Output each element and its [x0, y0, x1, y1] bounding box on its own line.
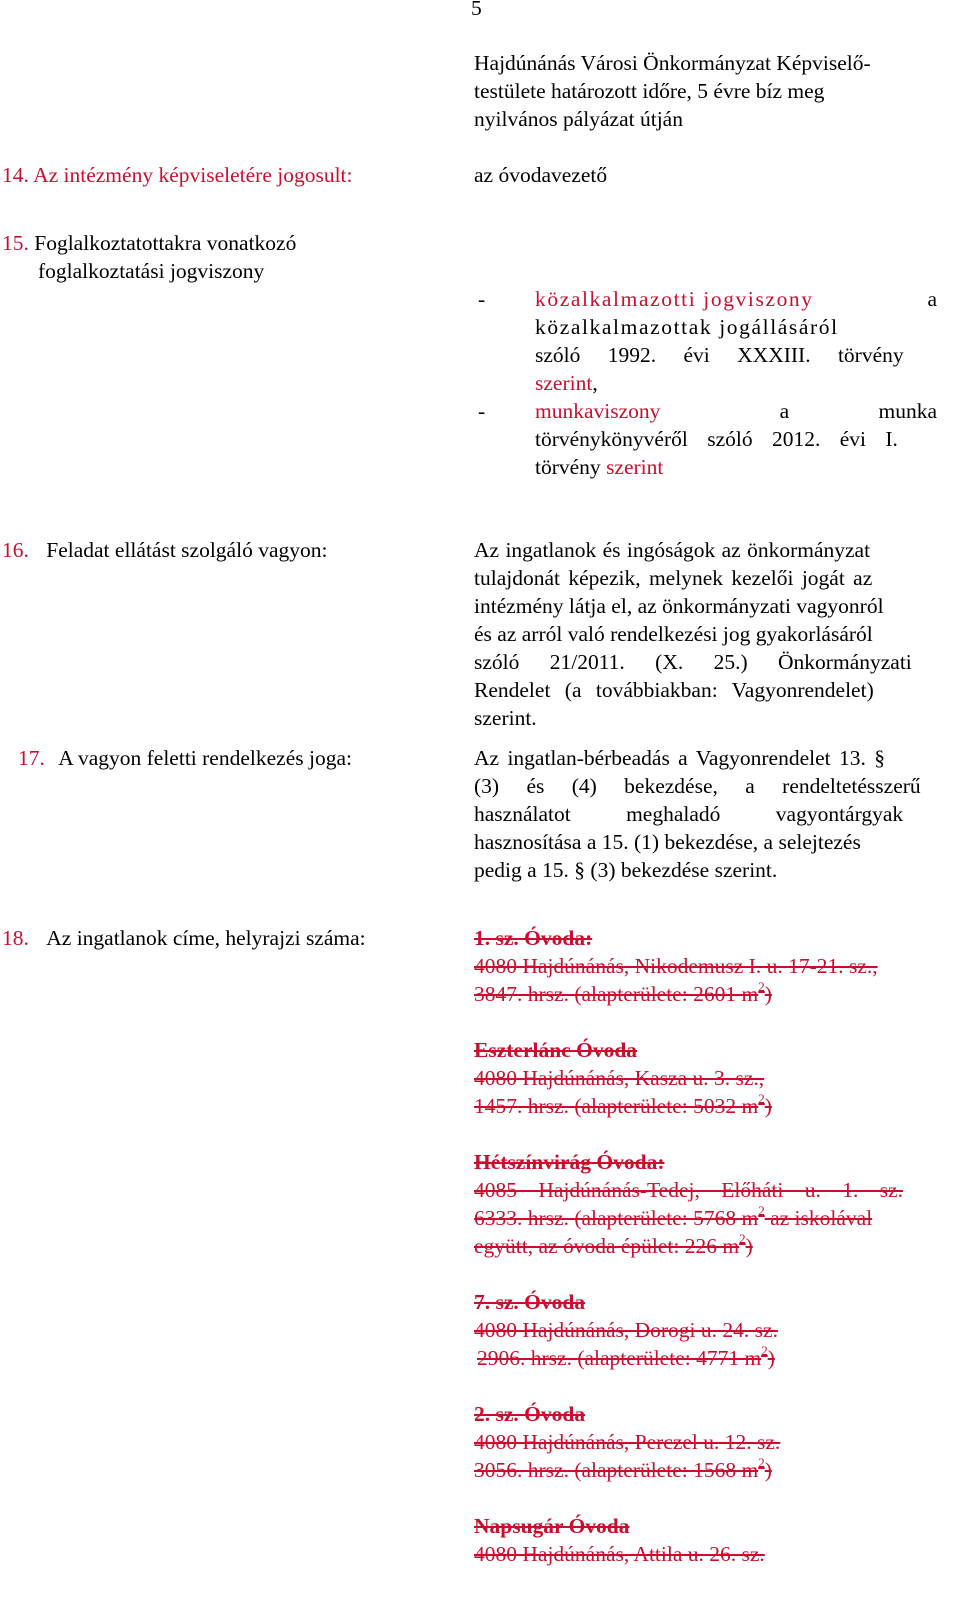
item14-value: az óvodavezető [474, 163, 608, 187]
item17-value-line: pedig a 15. § (3) bekezdése szerint. [474, 858, 778, 882]
bullet-text: törvény [535, 455, 601, 479]
kindergarten-plot: 3847. hrsz. (alapterülete: 2601 $m^2$) [474, 978, 772, 1006]
kindergarten-name: Hétszínvirág Óvoda: [474, 1150, 665, 1174]
item13-value-line: testülete határozott időre, 5 évre bíz meg [474, 79, 825, 103]
item16-value [474, 536, 938, 732]
bullet-text-red: munkaviszony [535, 399, 661, 423]
item15-label-line1: Foglalkoztatottakra vonatkozó [34, 231, 297, 255]
item13-value [474, 49, 938, 133]
item16-value-line: szerint. [474, 706, 537, 730]
item18-label: Az ingatlanok címe, helyrajzi száma: [46, 926, 366, 950]
kindergarten-name: 1. sz. Óvoda: [474, 926, 593, 950]
item16-label: Feladat ellátást szolgáló vagyon: [46, 538, 328, 562]
kindergarten-plot: 3056. hrsz. (alapterülete: 1568 $m^2$) [474, 1454, 772, 1482]
item16-value-line: és az arról való rendelkezési jog gyakorlásáról [474, 622, 873, 646]
kindergarten-name: 7. sz. Óvoda [474, 1290, 586, 1314]
item15-number: 15. [2, 231, 29, 255]
bullet-text: közalkalmazottak jogállásáról [535, 315, 839, 339]
bullet-text-red: szerint [535, 371, 593, 395]
kindergarten-entry [474, 1288, 938, 1372]
item13-value-line: Hajdúnánás Városi Önkormányzat Képviselő- [474, 51, 871, 75]
item17-value-line: használatot meghaladó vagyontárgyak [474, 802, 904, 826]
item16-value-line: szóló 21/2011. (X. 25.) Önkormányzati [474, 650, 912, 674]
kindergarten-entry [474, 924, 938, 1008]
kindergarten-name: Eszterlánc Óvoda [474, 1038, 638, 1062]
item17-value-line: hasznosítása a 15. (1) bekezdése, a selejtezés [474, 830, 861, 854]
kindergarten-name: Napsugár Óvoda [474, 1514, 630, 1538]
bullet-text-red: szerint [606, 455, 664, 479]
item14-label-row [2, 161, 353, 189]
item17-label: A vagyon feletti rendelkezés joga [58, 746, 347, 770]
bullet-text: a munka [779, 399, 937, 423]
bullet-text: törvénykönyvéről szóló 2012. évi I. [535, 427, 898, 451]
item15-label-row [2, 229, 296, 257]
kindergarten-entry [474, 1512, 938, 1568]
item16-number: 16. [2, 538, 29, 562]
bullet-text-row [535, 453, 663, 481]
item16-value-line: Az ingatlanok és ingóságok az önkormányzat [474, 538, 871, 562]
item16-label-row [2, 536, 327, 564]
kindergarten-address: 4080 Hajdúnánás, Dorogi u. 24. sz. [474, 1318, 778, 1342]
kindergarten-plot: 1457. hrsz. (alapterülete: 5032 $m^2$) [474, 1090, 772, 1118]
kindergarten-address: 4080 Hajdúnánás, Perczel u. 12. sz. [474, 1430, 781, 1454]
kindergarten-address: 4085 Hajdúnánás-Tedej, Előháti u. 1. sz. [474, 1178, 903, 1202]
kindergarten-entry [474, 1148, 938, 1260]
item16-value-line: Rendelet (a továbbiakban: Vagyonrendelet) [474, 678, 874, 702]
item16-value-line: intézmény látja el, az önkormányzati vagyonról [474, 594, 884, 618]
kindergarten-building-area: együtt, az óvoda épület: 226 $m^2$) [474, 1230, 753, 1258]
page-number: 5 [471, 0, 482, 20]
bullet-text-red: közalkalmazotti jogviszony [535, 287, 814, 311]
item13-value-line: nyilvános pályázat útján [474, 107, 683, 131]
item16-value-line: tulajdonát képezik, melynek kezelői jogát az [474, 566, 873, 590]
kindergarten-entry [474, 1036, 938, 1120]
item17-value-line: Az ingatlan-bérbeadás a Vagyonrendelet 13. § [474, 746, 886, 770]
bullet-text: , [592, 371, 598, 395]
kindergarten-address: 4080 Hajdúnánás, Nikodemusz I. u. 17-21. sz., [474, 954, 878, 978]
kindergarten-plot: 6333. hrsz. (alapterülete: 5768 $m^2$ az iskolával [474, 1202, 873, 1230]
item14-label: Az intézmény képviseletére jogosult: [33, 163, 353, 187]
bullet-text-row [535, 369, 598, 397]
kindergarten-address: 4080 Hajdúnánás, Kasza u. 3. sz., [474, 1066, 765, 1090]
item15-label-line2: foglalkoztatási jogviszony [38, 259, 265, 283]
item14-number: 14. [2, 163, 29, 187]
item18-label-row [2, 924, 366, 952]
bullet-dash: - [478, 399, 486, 423]
bullet-dash: - [478, 287, 486, 311]
item18-number: 18. [2, 926, 29, 950]
item17-value [474, 744, 938, 884]
bullet-text: szóló 1992. évi XXXIII. törvény [535, 343, 904, 367]
bullet-text: a [927, 287, 937, 311]
kindergarten-plot: 2906. hrsz. (alapterülete: 4771 $m^2$) [477, 1342, 775, 1370]
kindergarten-entry [474, 1400, 938, 1484]
item17-number: 17. [18, 746, 45, 770]
kindergarten-address: 4080 Hajdúnánás, Attila u. 26. sz. [474, 1542, 765, 1566]
item17-label-colon: : [346, 746, 352, 770]
item17-value-line: (3) és (4) bekezdése, a rendeltetésszerű [474, 774, 921, 798]
item17-label-row [18, 744, 352, 772]
kindergarten-name: 2. sz. Óvoda [474, 1402, 586, 1426]
